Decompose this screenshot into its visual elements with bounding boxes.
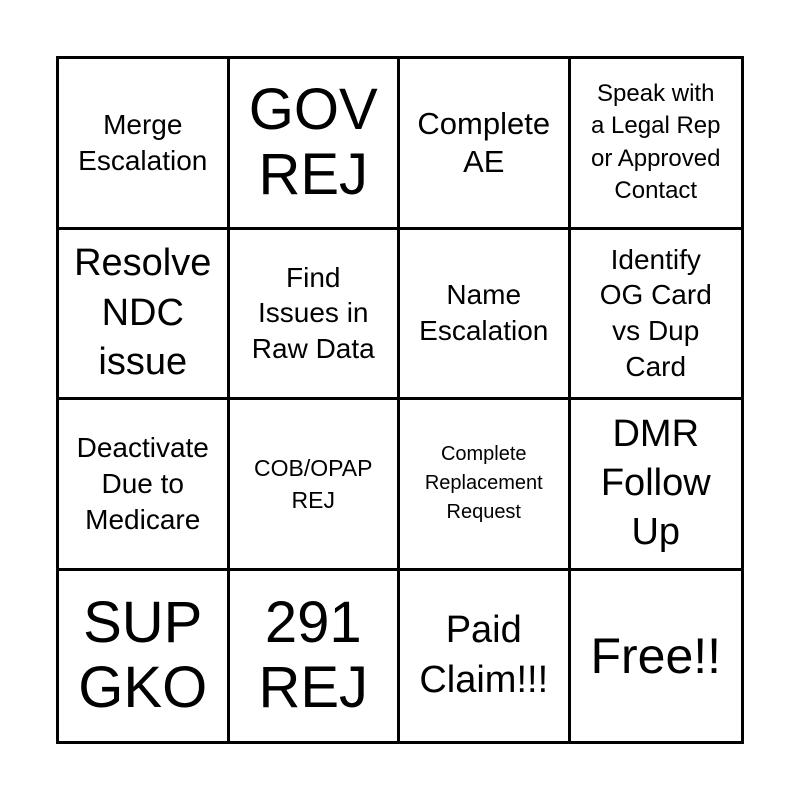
bingo-cell-complete-ae[interactable]: [400, 59, 571, 230]
cell-label: DMR Follow Up: [600, 412, 711, 554]
bingo-cell-speak-with-legal-rep[interactable]: [571, 59, 742, 230]
cell-label: Resolve NDC issue: [74, 242, 212, 383]
cell-label: COB/OPAP REJ: [254, 454, 373, 513]
bingo-cell-name-escalation[interactable]: [400, 230, 571, 401]
bingo-cell-291-rej[interactable]: [230, 571, 401, 742]
cell-label: SUP GKO: [78, 589, 208, 720]
cell-label: Speak with a Legal Rep or Approved Contact: [591, 79, 721, 205]
cell-label: GOV REJ: [248, 76, 378, 207]
bingo-board: [56, 56, 744, 744]
bingo-cell-cob-opap-rej[interactable]: [230, 400, 401, 571]
bingo-cell-merge-escalation[interactable]: [59, 59, 230, 230]
cell-label: Identify OG Card vs Dup Card: [599, 243, 712, 383]
cell-label: Find Issues in Raw Data: [251, 261, 375, 365]
cell-label: Free!!: [590, 627, 722, 684]
cell-label: Complete AE: [417, 105, 551, 179]
cell-label: Complete Replacement Request: [424, 443, 543, 524]
cell-label: Merge Escalation: [78, 108, 208, 176]
bingo-cell-dmr-follow-up[interactable]: [571, 400, 742, 571]
cell-label: Deactivate Due to Medicare: [76, 432, 209, 535]
bingo-cell-complete-replacement-request[interactable]: [400, 400, 571, 571]
cell-label: Name Escalation: [419, 279, 549, 347]
bingo-cell-identify-og-card[interactable]: [571, 230, 742, 401]
cell-label: Paid Claim!!!: [419, 609, 549, 701]
bingo-cell-paid-claim[interactable]: [400, 571, 571, 742]
bingo-cell-find-issues-raw-data[interactable]: [230, 230, 401, 401]
bingo-cell-free-space[interactable]: [571, 571, 742, 742]
bingo-cell-resolve-ndc-issue[interactable]: [59, 230, 230, 401]
bingo-cell-sup-gko[interactable]: [59, 571, 230, 742]
bingo-cell-deactivate-medicare[interactable]: [59, 400, 230, 571]
bingo-cell-gov-rej[interactable]: [230, 59, 401, 230]
cell-label: 291 REJ: [258, 589, 369, 720]
